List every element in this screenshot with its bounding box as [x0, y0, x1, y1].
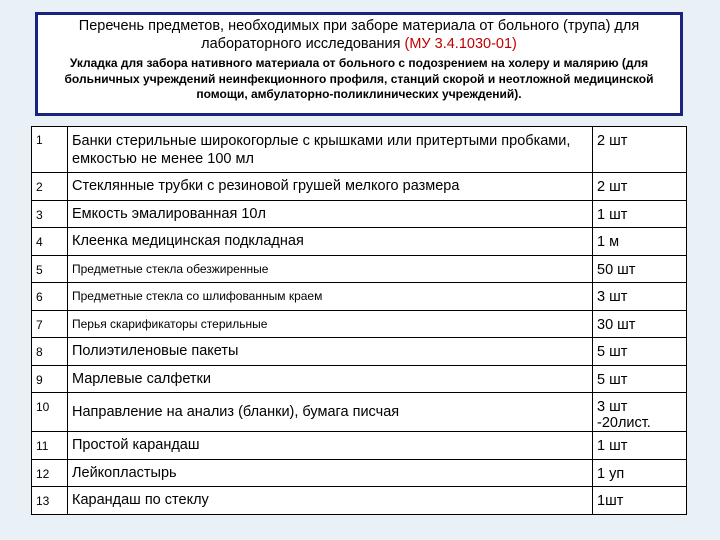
table-row [32, 393, 687, 432]
row-quantity: 1 уп [593, 459, 687, 487]
row-item: Перья скарификаторы стерильные [68, 310, 593, 338]
row-number: 11 [32, 432, 68, 460]
row-quantity: 2 шт [593, 127, 687, 173]
table-row [32, 127, 687, 173]
row-number: 9 [32, 365, 68, 393]
row-number: 8 [32, 338, 68, 366]
row-number: 7 [32, 310, 68, 338]
table-row [32, 283, 687, 311]
row-item: Емкость эмалированная 10л [68, 200, 593, 228]
row-quantity: 1 м [593, 228, 687, 256]
title-reference: (МУ 3.4.1030-01) [404, 36, 517, 52]
items-table [31, 126, 687, 515]
header-box [35, 12, 683, 116]
items-table-wrapper [31, 126, 686, 515]
row-quantity: 5 шт [593, 338, 687, 366]
page-title [44, 17, 674, 53]
row-number: 2 [32, 173, 68, 201]
row-quantity: 1шт [593, 487, 687, 515]
table-row [32, 432, 687, 460]
row-item: Карандаш по стеклу [68, 487, 593, 515]
row-item: Лейкопластырь [68, 459, 593, 487]
row-quantity: 3 шт -20лист. [593, 393, 687, 432]
row-number: 3 [32, 200, 68, 228]
row-number: 6 [32, 283, 68, 311]
row-item: Направление на анализ (бланки), бумага писчая [68, 393, 593, 432]
table-row [32, 228, 687, 256]
page-subtitle: Укладка для забора нативного материала от больного с подозрением на холеру и малярию (для больничных учреждений неинфекционного профиля, станций скорой и неотложной медицинской помощи, амбулаторно-поликлинических учреждений). [64, 56, 654, 101]
row-quantity: 30 шт [593, 310, 687, 338]
row-number: 5 [32, 255, 68, 283]
table-row [32, 365, 687, 393]
row-number: 13 [32, 487, 68, 515]
row-number: 1 [32, 127, 68, 173]
row-number: 4 [32, 228, 68, 256]
table-row [32, 459, 687, 487]
row-number: 12 [32, 459, 68, 487]
title-text: Перечень предметов, необходимых при заборе материала от больного (трупа) для лабораторного исследования [78, 18, 640, 52]
row-number: 10 [32, 393, 68, 432]
row-quantity: 5 шт [593, 365, 687, 393]
row-quantity: 3 шт [593, 283, 687, 311]
row-quantity: 1 шт [593, 200, 687, 228]
table-row [32, 255, 687, 283]
row-item: Предметные стекла со шлифованным краем [68, 283, 593, 311]
row-item: Клеенка медицинская подкладная [68, 228, 593, 256]
row-item: Простой карандаш [68, 432, 593, 460]
row-quantity: 2 шт [593, 173, 687, 201]
table-row [32, 487, 687, 515]
row-item: Банки стерильные широкогорлые с крышками или притертыми пробками, емкостью не менее 100 мл [68, 127, 593, 173]
table-row [32, 338, 687, 366]
row-item: Стеклянные трубки с резиновой грушей мелкого размера [68, 173, 593, 201]
row-item: Марлевые салфетки [68, 365, 593, 393]
row-quantity: 1 шт [593, 432, 687, 460]
row-item: Предметные стекла обезжиренные [68, 255, 593, 283]
table-row [32, 200, 687, 228]
table-row [32, 173, 687, 201]
table-row [32, 310, 687, 338]
row-item: Полиэтиленовые пакеты [68, 338, 593, 366]
row-quantity: 50 шт [593, 255, 687, 283]
